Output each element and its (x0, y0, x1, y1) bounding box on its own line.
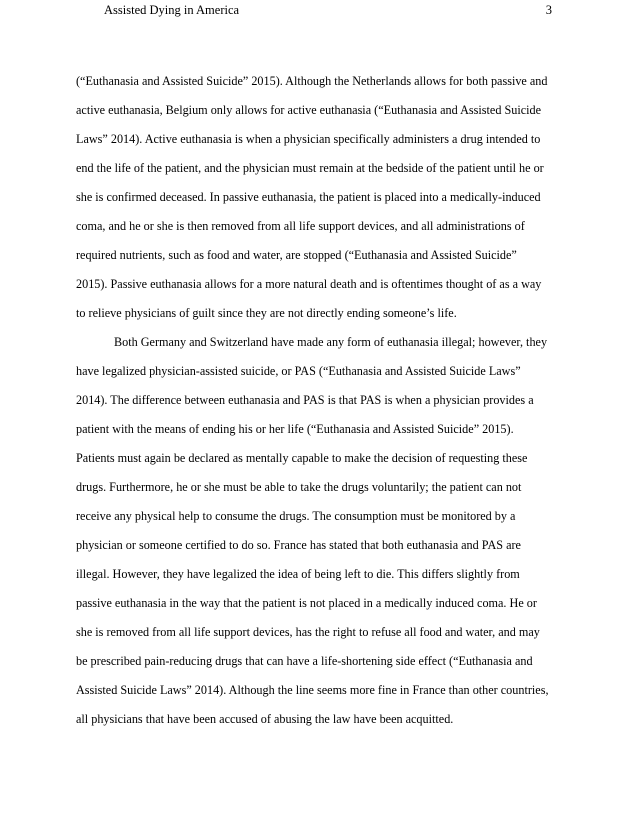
text-line: 2014). The difference between euthanasia and PAS is that PAS is when a physician provides a (76, 393, 534, 407)
text-line: she is confirmed deceased. In passive euthanasia, the patient is placed into a medically-induced (76, 190, 541, 204)
running-head: Assisted Dying in America (104, 3, 240, 17)
text-line: 2015). Passive euthanasia allows for a more natural death and is oftentimes thought of as a way (76, 277, 542, 291)
text-line: illegal. However, they have legalized the idea of being left to die. This differs slightly from (76, 567, 520, 581)
text-line: patient with the means of ending his or her life (“Euthanasia and Assisted Suicide” 2015). (76, 422, 514, 436)
text-line: coma, and he or she is then removed from all life support devices, and all administrations of (76, 219, 525, 233)
text-line: have legalized physician-assisted suicide, or PAS (“Euthanasia and Assisted Suicide Laws” (76, 364, 521, 378)
text-line: physician or someone certified to do so. France has stated that both euthanasia and PAS are (76, 538, 521, 552)
text-line: Assisted Suicide Laws” 2014). Although the line seems more fine in France than other countries, (76, 683, 549, 697)
text-line: all physicians that have been accused of abusing the law have been acquitted. (76, 712, 454, 726)
text-line: she is removed from all life support devices, has the right to refuse all food and water, and may (76, 625, 540, 639)
text-line: (“Euthanasia and Assisted Suicide” 2015). Although the Netherlands allows for both passive and (76, 74, 548, 88)
body-text (76, 67, 566, 734)
text-line: drugs. Furthermore, he or she must be able to take the drugs voluntarily; the patient can not (76, 480, 522, 494)
page-number: 3 (545, 3, 552, 17)
text-line: Patients must again be declared as mentally capable to make the decision of requesting these (76, 451, 528, 465)
text-line: active euthanasia, Belgium only allows for active euthanasia (“Euthanasia and Assisted Suicide (76, 103, 542, 117)
text-line: required nutrients, such as food and water, are stopped (“Euthanasia and Assisted Suicide” (76, 248, 517, 262)
text-line: end the life of the patient, and the physician must remain at the bedside of the patient until he or (76, 161, 544, 175)
text-line: receive any physical help to consume the drugs. The consumption must be monitored by a (76, 509, 516, 523)
text-line: to relieve physicians of guilt since they are not directly ending someone’s life. (76, 306, 457, 320)
text-line: be prescribed pain-reducing drugs that can have a life-shortening side effect (“Euthanasia and (76, 654, 533, 668)
paragraph-first-line: Both Germany and Switzerland have made any form of euthanasia illegal; however, they (114, 335, 548, 349)
text-line: Laws” 2014). Active euthanasia is when a physician specifically administers a drug intended to (76, 132, 541, 146)
text-line: passive euthanasia in the way that the patient is not placed in a medically induced coma. He or (76, 596, 537, 610)
